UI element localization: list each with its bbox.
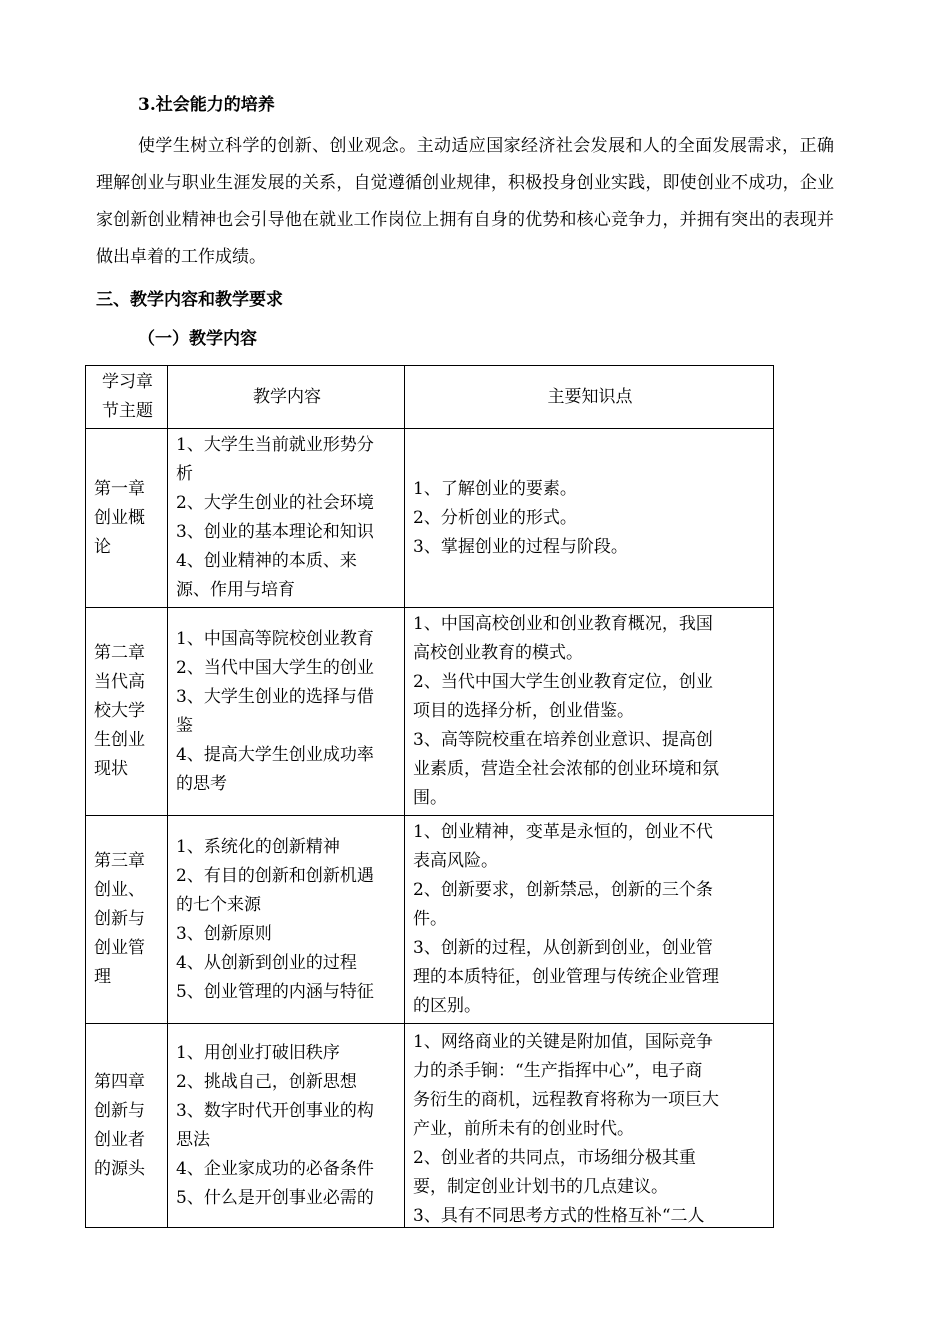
- content-cell: 1、系统化的创新精神 2、有目的创新和创新机遇 的七个来源 3、创新原则 4、从创新到创业的过程 5、创业管理的内涵与特征: [168, 816, 405, 1024]
- header-key-points: 主要知识点: [405, 366, 774, 429]
- content-cell: 1、大学生当前就业形势分 析 2、大学生创业的社会环境 3、创业的基本理论和知识 4、创业精神的本质、来 源、作用与培育: [168, 429, 405, 608]
- points-cell: 1、中国高校创业和创业教育概况，我国 高校创业教育的模式。 2、当代中国大学生创业教育定位，创业 项目的选择分析，创业借鉴。 3、高等院校重在培养创业意识、提高创 业素质，营造全社会浓郁的创业环境和氛 围。: [405, 608, 774, 816]
- header-teaching-content: 教学内容: [168, 366, 405, 429]
- content-cell: 1、用创业打破旧秩序 2、挑战自己，创新思想 3、数字时代开创事业的构 思法 4、企业家成功的必备条件 5、什么是开创事业必需的: [168, 1024, 405, 1228]
- subheading-teaching-content: （一）教学内容: [138, 329, 257, 349]
- chapter-cell: 第四章 创新与 创业者 的源头: [86, 1024, 168, 1228]
- points-cell: [405, 1024, 774, 1228]
- points-cell: 1、创业精神，变革是永恒的，创业不代 表高风险。 2、创新要求，创新禁忌，创新的三个条 件。 3、创新的过程，从创新到创业，创业管 理的本质特征，创业管理与传统企业管理 的区别。: [405, 816, 774, 1024]
- table-header-row: [86, 366, 774, 429]
- header-chapter-topic: 学习章 节主题: [86, 366, 168, 429]
- points-cell: 1、了解创业的要素。 2、分析创业的形式。 3、掌握创业的过程与阶段。: [405, 429, 774, 608]
- chapter-cell: 第二章 当代高 校大学 生创业 现状: [86, 608, 168, 816]
- chapter-cell: 第一章 创业概 论: [86, 429, 168, 608]
- chapter-cell: 第三章 创业、 创新与 创业管 理: [86, 816, 168, 1024]
- content-cell: 1、中国高等院校创业教育 2、当代中国大学生的创业 3、大学生创业的选择与借 鉴 4、提高大学生创业成功率 的思考: [168, 608, 405, 816]
- table-row: [86, 429, 774, 608]
- table-row: [86, 1024, 774, 1228]
- part-heading-teaching-content: 三、教学内容和教学要求: [96, 290, 283, 310]
- teaching-content-table: [85, 365, 774, 1228]
- table-row: [86, 816, 774, 1024]
- points-clip: 1、网络商业的关键是附加值，国际竞争 力的杀手锏：“生产指挥中心”，电子商 务衍生的商机，远程教育将称为一项巨大 产业，前所未有的创业时代。 2、创业者的共同点，市场细分极其重 要，制定创业计划书的几点建议。 3、具有不同思考方式的性格互补“二人: [413, 1031, 719, 1224]
- section-heading-social-ability: 3.社会能力的培养: [138, 95, 275, 115]
- section-paragraph: 使学生树立科学的创新、创业观念。主动适应国家经济社会发展和人的全面发展需求，正确理解创业与职业生涯发展的关系，自觉遵循创业规律，积极投身创业实践，即使创业不成功，企业家创新创业精神也会引导他在就业工作岗位上拥有自身的优势和核心竞争力，并拥有突出的表现并做出卓着的工作成绩。: [96, 136, 834, 267]
- table-row: [86, 608, 774, 816]
